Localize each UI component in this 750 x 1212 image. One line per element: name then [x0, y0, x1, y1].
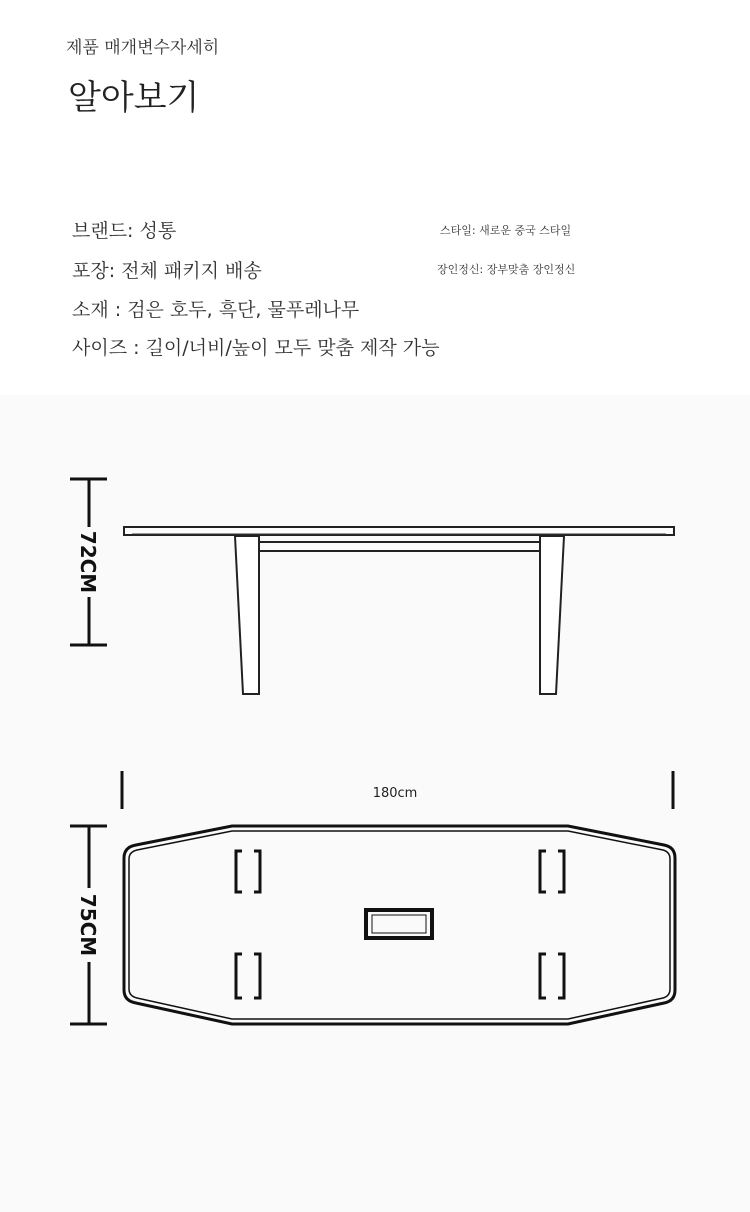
spec-material: 소재 : 검은 호두, 흑단, 물푸레나무	[72, 299, 360, 321]
height-dimension-label: 72CM	[76, 530, 100, 594]
spec-packaging: 포장: 전체 패키지 배송	[72, 260, 262, 282]
page-subtitle: 제품 매개변수자세히	[66, 38, 220, 58]
leg-brackets	[236, 851, 564, 998]
length-dimension-label: 180cm	[372, 786, 418, 801]
center-brace	[366, 910, 432, 938]
spec-style: 스타일: 새로운 중국 스타일	[440, 224, 572, 237]
width-dimension-label: 75CM	[76, 893, 100, 957]
table-top-view	[124, 826, 675, 1024]
page-title: 알아보기	[68, 78, 200, 118]
spec-size: 사이즈 : 길이/너비/높이 모두 맞춤 제작 가능	[72, 337, 440, 359]
spec-brand: 브랜드: 성통	[72, 220, 177, 242]
spec-craft: 장인정신: 장부맞춤 장인정신	[437, 263, 576, 276]
table-side-view	[124, 527, 674, 694]
